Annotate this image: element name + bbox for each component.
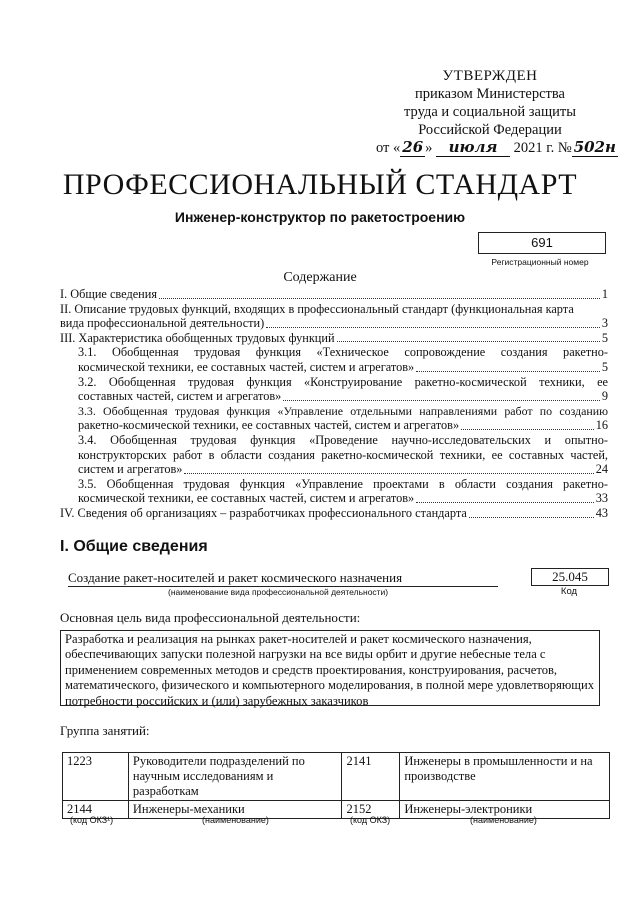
handwritten-number: 502н <box>573 138 616 156</box>
toc-title: Содержание <box>283 270 357 285</box>
occupation-name-cell: Инженеры в промышленности и на производстве <box>400 753 610 801</box>
occupation-group-table <box>62 752 610 819</box>
okz-code-cell: 2141 <box>342 753 400 801</box>
approval-line-2: труда и социальной защиты <box>404 104 576 120</box>
toc-item[interactable]: II. Описание трудовых функций, входящих в профессиональный стандарт (функциональная карта вида профессиональной деятельности) 3 <box>60 301 608 331</box>
activity-kind-field: Создание ракет-носителей и ракет космического назначения <box>68 570 498 587</box>
order-year: 2021 г. № <box>513 140 572 156</box>
toc-item[interactable]: III. Характеристика обобщенных трудовых функций 5 <box>60 330 608 345</box>
approval-line-1: приказом Министерства <box>415 86 565 102</box>
okz-code-cell: 2144 <box>63 801 129 819</box>
occupation-name-caption: (наименование) <box>470 815 537 825</box>
handwritten-month: июля <box>436 138 510 157</box>
toc-item[interactable]: 3.3. Обобщенная трудовая функция «Управление отдельными направлениями работ по созданию ракетно-космической техники, ее составных частей, систем и агрегатов» 16 <box>78 403 608 433</box>
okz-code-caption: (код ОКЗ¹) <box>70 815 114 825</box>
approval-heading: УТВЕРЖДЕН <box>442 68 538 84</box>
table-of-contents <box>60 287 608 521</box>
approval-block <box>380 67 600 139</box>
handwritten-day: 26 <box>402 138 424 156</box>
activity-code-box: 25.045 <box>531 568 609 586</box>
activity-code-caption: Код <box>560 586 578 597</box>
occupation-name-caption: (наименование) <box>202 815 269 825</box>
approval-line-3: Российской Федерации <box>418 122 562 138</box>
toc-item[interactable]: 3.2. Обобщенная трудовая функция «Конструирование ракетно-космической техники, ее составных частей, систем и агрегатов» 9 <box>78 374 608 404</box>
occupation-group-label: Группа занятий: <box>60 723 150 738</box>
goal-text-box: Разработка и реализация на рынках ракет-носителей и ракет космического назначения, обеспечивающих запуски полезной нагрузки на все виды орбит и другие небесные тела с применением современных методов и средств проектирования, конструирования, расчетов, математического, физического и компьютерного моделирования, в полной мере удовлетворяющих потребности российских и (или) зарубежных заказчиков <box>60 630 600 706</box>
toc-item[interactable]: I. Общие сведения 1 <box>60 287 608 301</box>
document-subtitle: Инженер-конструктор по ракетостроению <box>174 209 466 225</box>
okz-code-caption: (код ОКЗ) <box>350 815 391 825</box>
order-date-line <box>376 138 618 157</box>
toc-item[interactable]: 3.4. Обобщенная трудовая функция «Проведение научно-исследовательских и опытно- конструкторских работ в области создания ракетно-космической техники, ее составных частей, систем и агрегатов» 24 <box>78 432 608 477</box>
toc-item[interactable]: 3.1. Обобщенная трудовая функция «Техническое сопровождение создания ракетно- космической техники, ее составных частей, систем и агрегатов» 5 <box>78 345 608 374</box>
occupation-name-cell: Руководители подразделений по научным исследованиям и разработкам <box>128 753 342 801</box>
date-prefix: от « <box>376 140 401 156</box>
date-mid: » <box>425 140 433 156</box>
table-row <box>63 753 610 801</box>
occupation-name-cell: Инженеры-электроники <box>400 801 610 819</box>
okz-code-cell: 2152 <box>342 801 400 819</box>
section-heading: I. Общие сведения <box>60 538 208 555</box>
registration-number-box: 691 <box>478 232 606 254</box>
registration-caption: Регистрационный номер <box>491 257 589 267</box>
goal-label: Основная цель вида профессиональной деятельности: <box>60 610 361 625</box>
document-title: ПРОФЕССИОНАЛЬНЫЙ СТАНДАРТ <box>62 168 578 201</box>
toc-item[interactable]: IV. Сведения об организациях – разработчиках профессионального стандарта 43 <box>60 505 608 520</box>
activity-kind-caption: (наименование вида профессиональной деятельности) <box>168 587 389 597</box>
okz-code-cell: 1223 <box>63 753 129 801</box>
occupation-name-cell: Инженеры-механики <box>128 801 342 819</box>
toc-item[interactable]: 3.5. Обобщенная трудовая функция «Управление проектами в области создания ракетно- космической техники, ее составных частей, систем и агрегатов» 33 <box>78 476 608 506</box>
